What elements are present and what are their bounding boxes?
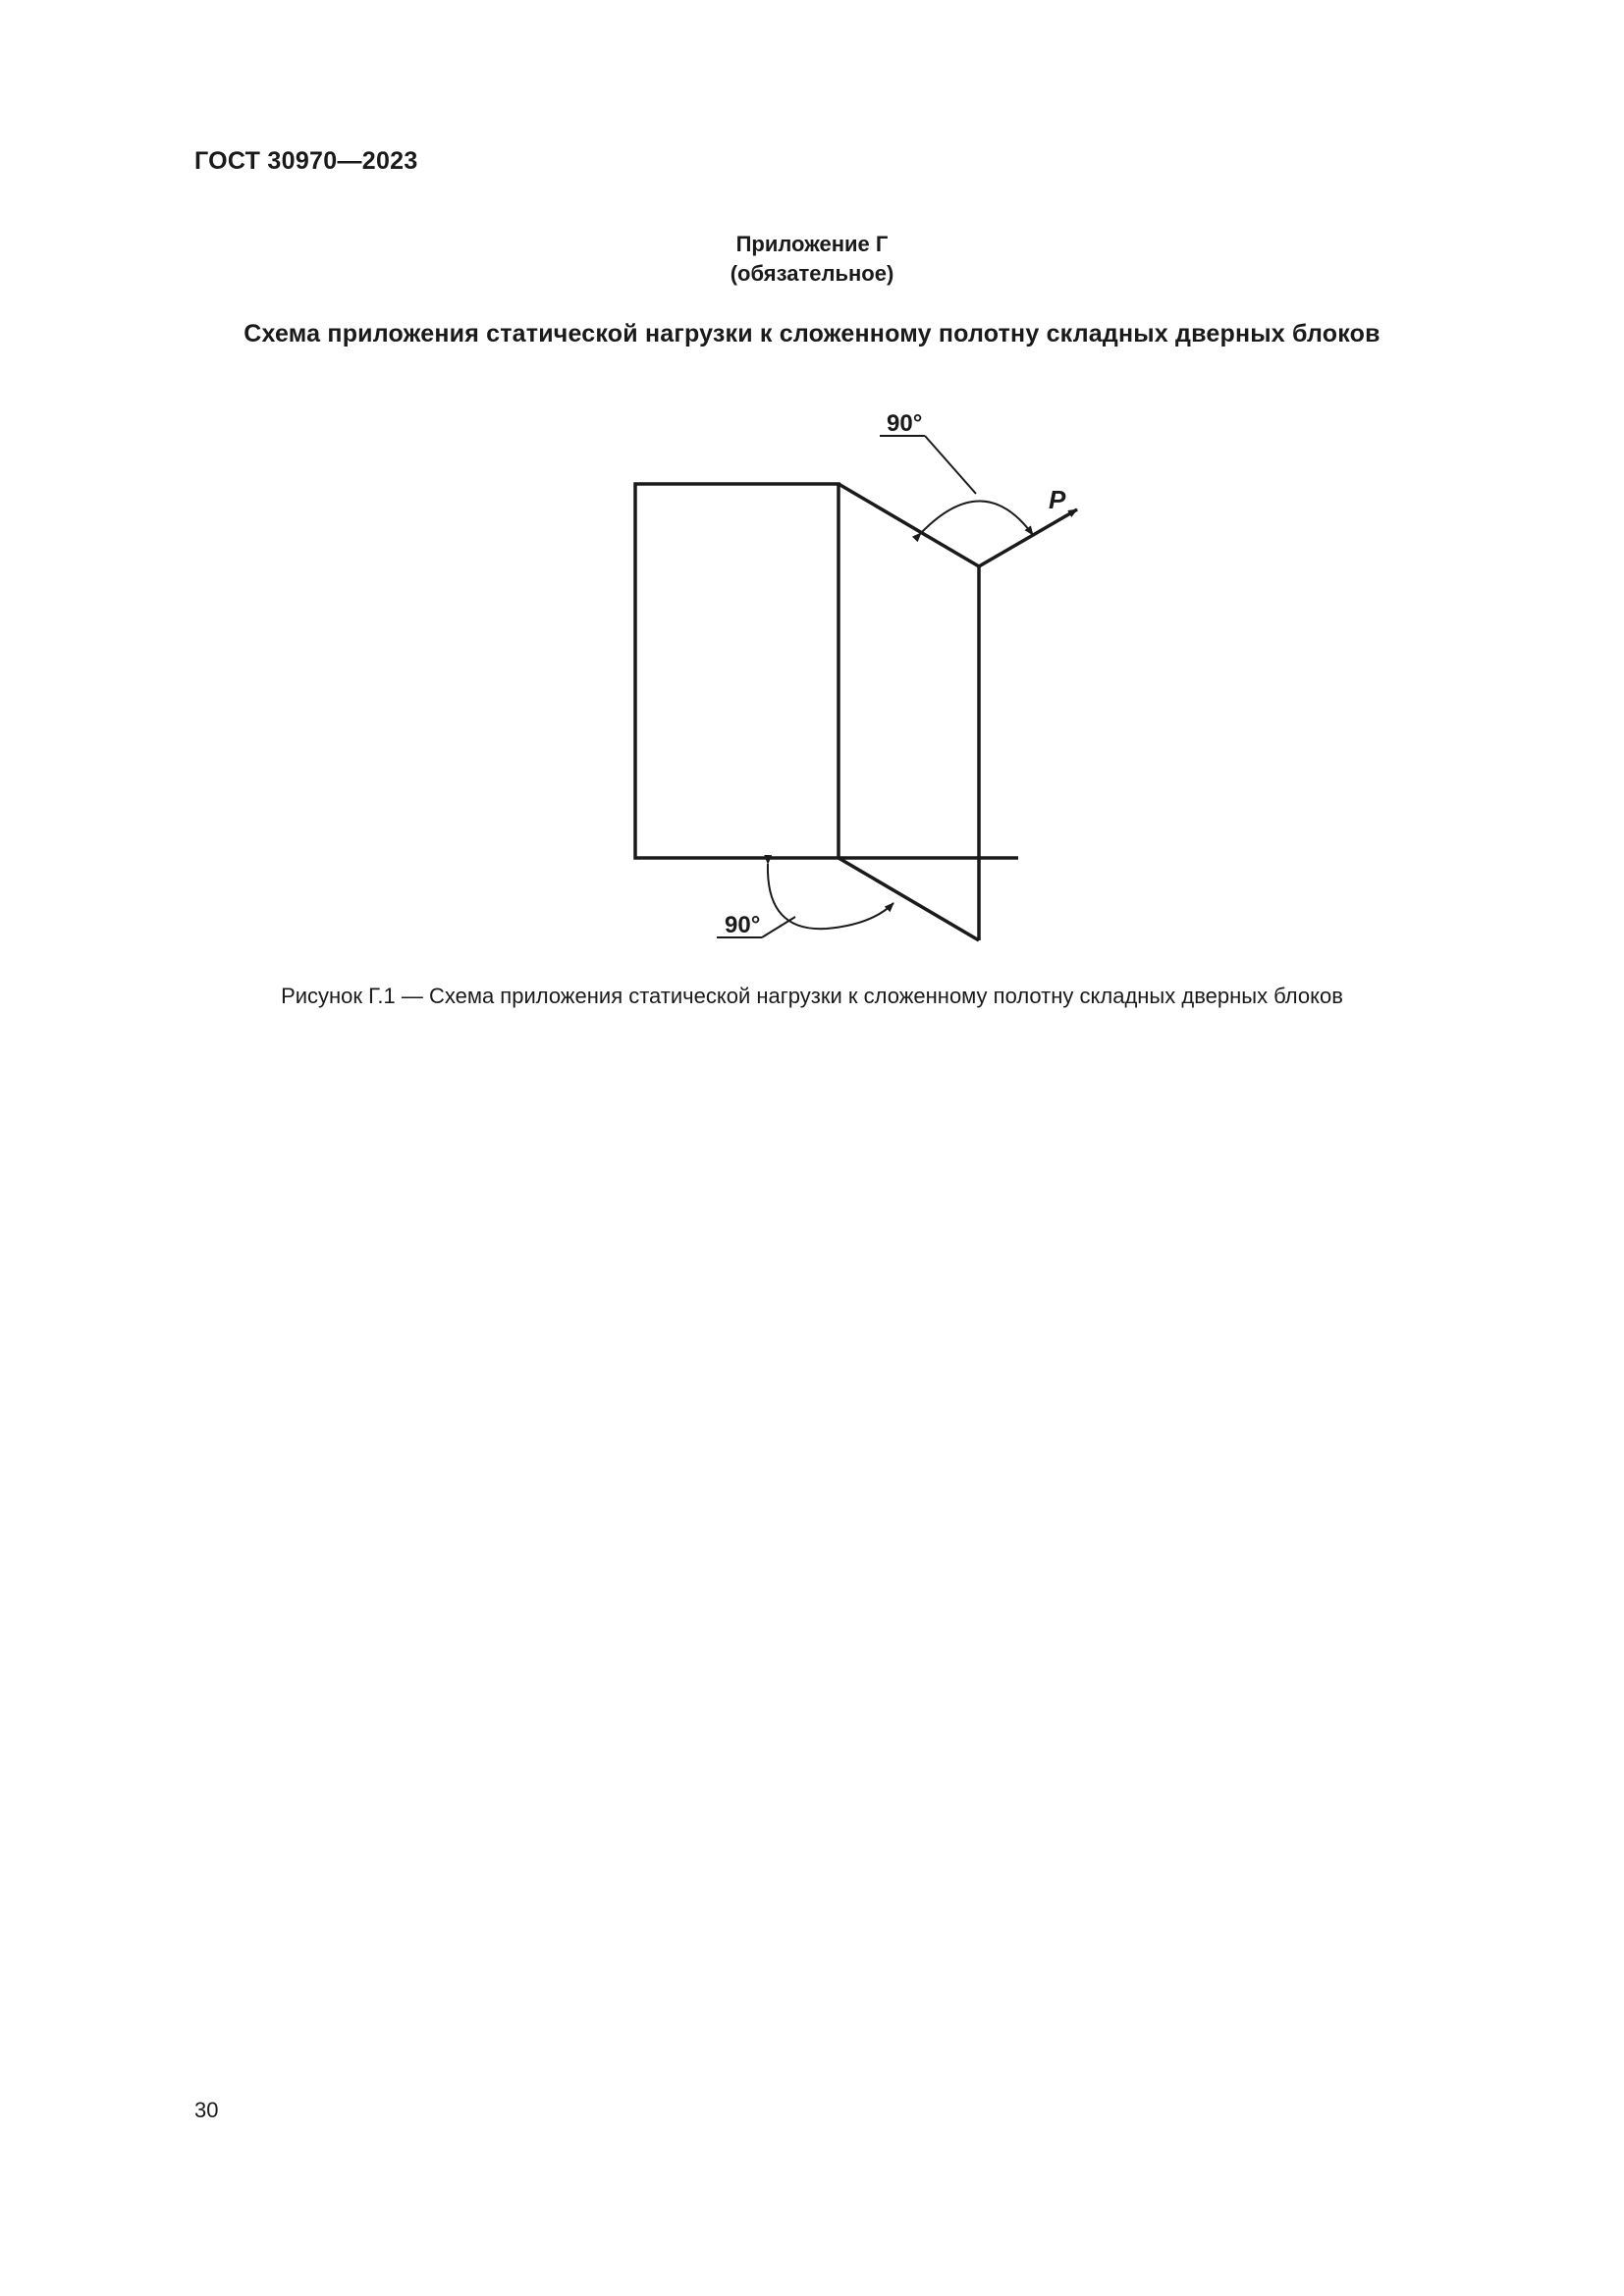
left-door-panel: [635, 484, 839, 858]
force-label: P: [1049, 485, 1066, 514]
top-angle-leader: [925, 436, 976, 494]
annex-title: Схема приложения статической нагрузки к сложенному полотну складных дверных блоков: [244, 320, 1380, 347]
figure-caption: Рисунок Г.1 — Схема приложения статической нагрузки к сложенному полотну складных дверных блоков: [281, 984, 1343, 1008]
top-angle-arc: [921, 501, 1033, 535]
annex-label: Приложение Г: [735, 232, 889, 256]
diagram-svg: [589, 393, 1080, 962]
standard-code: ГОСТ 30970—2023: [194, 147, 418, 175]
bottom-angle-leader: [762, 917, 795, 937]
bottom-angle-label: 90°: [725, 912, 761, 938]
folding-door-load-diagram: [589, 393, 1080, 962]
force-arrow: [979, 509, 1077, 566]
folded-panel-bottom-edge: [839, 858, 979, 940]
annex-status: (обязательное): [730, 261, 894, 286]
folded-panel-top-edge: [839, 484, 979, 566]
page-number: 30: [194, 2098, 219, 2122]
bottom-angle-arc: [768, 864, 893, 929]
top-angle-label: 90°: [887, 410, 923, 437]
annex-heading: [0, 230, 1624, 289]
